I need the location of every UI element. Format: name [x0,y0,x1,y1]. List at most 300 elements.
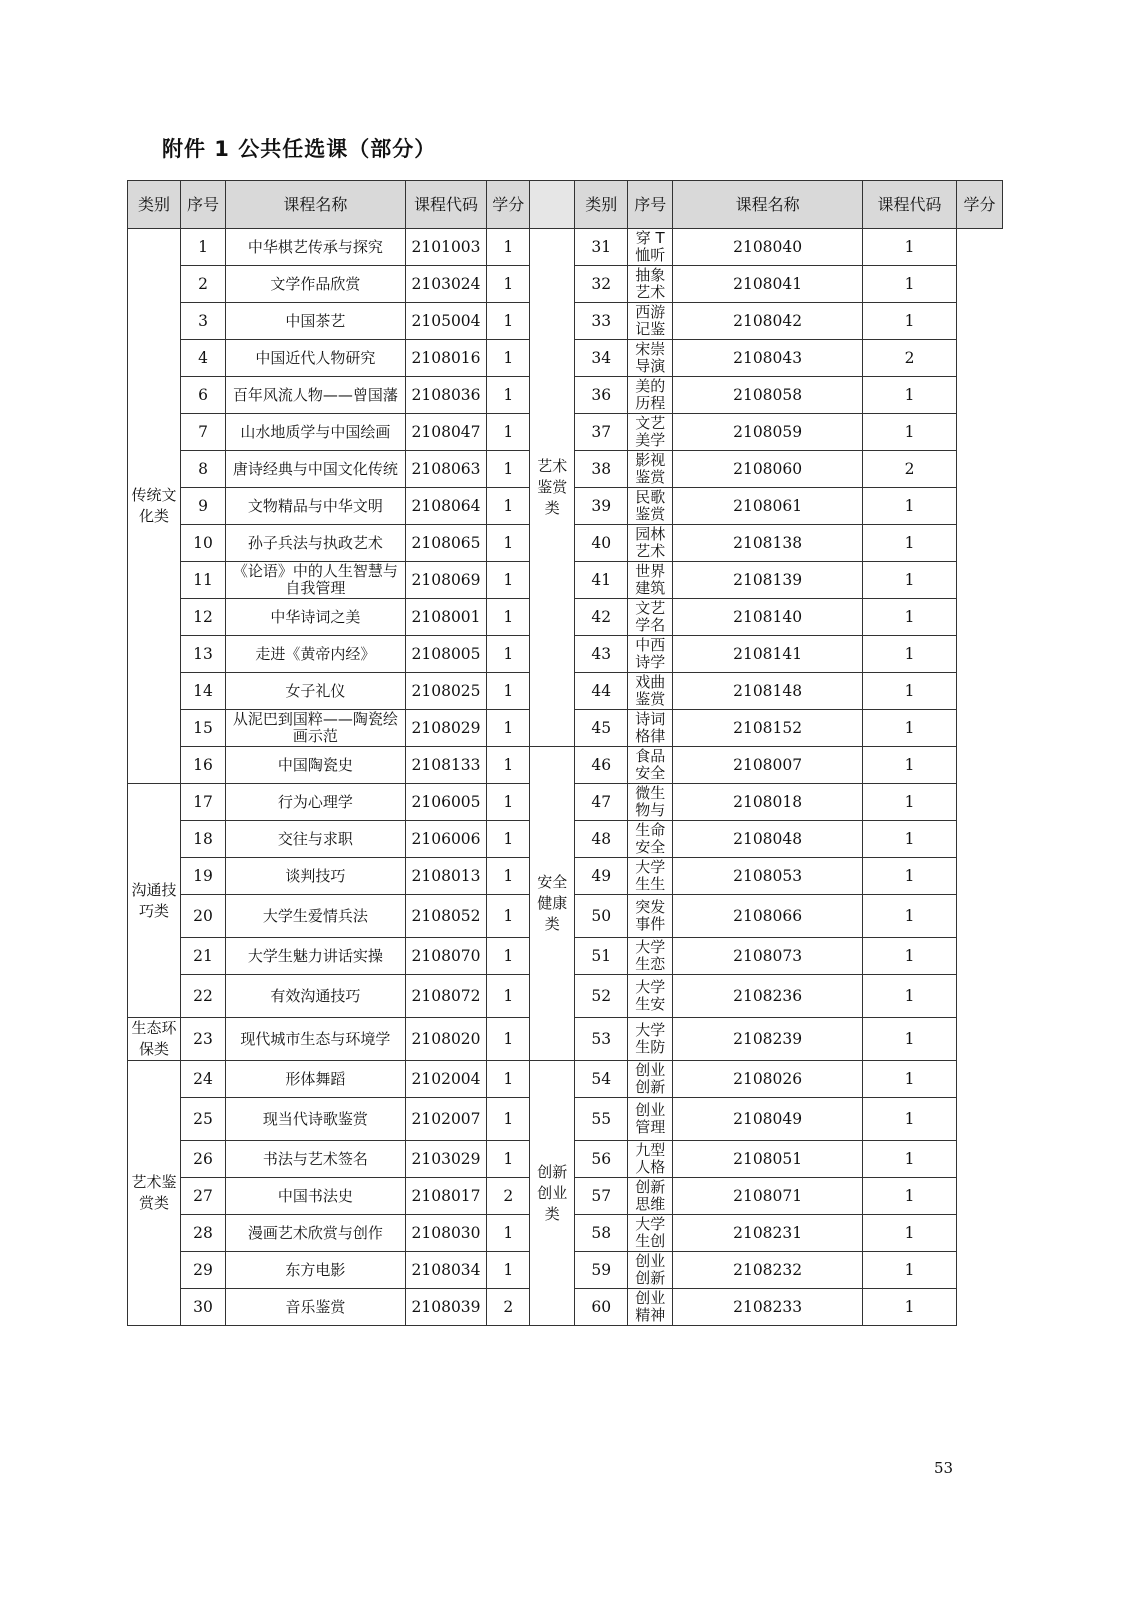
seq-cell: 32 [575,266,628,303]
seq-cell: 24 [181,1061,226,1098]
course-name: 创业精神 [635,1290,666,1324]
credit-cell: 1 [863,1018,957,1061]
course-name: 生命安全 [635,822,666,856]
seq-cell: 6 [181,377,226,414]
course-code-cell: 2108007 [673,747,863,784]
course-name: 大学生安 [635,979,666,1013]
course-name: 微生物与 [635,785,666,819]
course-code-cell: 2108053 [673,858,863,895]
credit-cell: 1 [487,1061,530,1098]
course-code-cell: 2108233 [673,1289,863,1326]
credit-cell: 1 [487,858,530,895]
credit-cell: 1 [863,562,957,599]
seq-cell: 50 [575,895,628,938]
credit-cell: 1 [487,747,530,784]
table-row [128,747,1003,784]
course-name-cell [628,340,673,377]
credit-cell: 1 [863,303,957,340]
header-name: 课程名称 [673,181,863,229]
course-name-cell [226,1141,406,1178]
course-code-cell: 2108041 [673,266,863,303]
credit-cell: 1 [863,1178,957,1215]
course-name-cell [628,451,673,488]
course-name-cell [628,975,673,1018]
credit-cell: 1 [863,1061,957,1098]
course-code-cell: 2108025 [405,673,487,710]
credit-cell: 1 [487,599,530,636]
course-code-cell: 2108059 [673,414,863,451]
seq-cell: 7 [181,414,226,451]
course-code-cell: 2108152 [673,710,863,747]
seq-cell: 60 [575,1289,628,1326]
course-name: 中华诗词之美 [270,608,361,626]
credit-cell: 2 [863,340,957,377]
course-name-cell [628,1098,673,1141]
credit-cell: 1 [487,1141,530,1178]
course-name: 九型人格 [635,1142,666,1176]
course-name-cell [226,636,406,673]
course-name: 中国书法史 [277,1187,353,1205]
header-category: 类别 [575,181,628,229]
course-code-cell: 2108070 [405,938,487,975]
course-code-cell: 2103024 [405,266,487,303]
seq-cell: 22 [181,975,226,1018]
seq-cell: 4 [181,340,226,377]
seq-cell: 59 [575,1252,628,1289]
credit-cell: 1 [863,821,957,858]
credit-cell: 1 [863,1252,957,1289]
course-name: 山水地质学与中国绘画 [240,423,391,441]
course-name-cell [628,1289,673,1326]
course-name: 中西诗学 [635,637,666,671]
seq-cell: 54 [575,1061,628,1098]
course-name: 现代城市生态与环境学 [240,1030,391,1048]
course-name-cell [226,525,406,562]
course-name-cell [226,747,406,784]
course-name: 东方电影 [285,1261,346,1279]
header-row [128,181,1003,229]
credit-cell: 1 [863,1098,957,1141]
course-code-cell: 2108030 [405,1215,487,1252]
course-name-cell [628,673,673,710]
credit-cell: 1 [863,710,957,747]
credit-cell: 1 [863,488,957,525]
seq-cell: 25 [181,1098,226,1141]
course-code-cell: 2108017 [405,1178,487,1215]
course-name-cell [226,1098,406,1141]
credit-cell: 1 [487,229,530,266]
seq-cell: 52 [575,975,628,1018]
course-name: 音乐鉴赏 [285,1298,346,1316]
category-cell: 沟通技巧类 [128,784,181,1018]
seq-cell: 48 [575,821,628,858]
credit-cell: 1 [863,414,957,451]
header-category: 类别 [128,181,181,229]
course-name: 文学作品欣赏 [270,275,361,293]
credit-cell: 1 [487,266,530,303]
course-name-cell [628,229,673,266]
credit-cell: 1 [863,938,957,975]
course-name: 中华棋艺传承与探究 [247,238,383,256]
course-name: 创业管理 [635,1102,666,1136]
credit-cell: 1 [863,858,957,895]
course-name-cell [226,1178,406,1215]
seq-cell: 16 [181,747,226,784]
header-credit: 学分 [487,181,530,229]
seq-cell: 44 [575,673,628,710]
course-code-cell: 2108069 [405,562,487,599]
course-name-cell [628,377,673,414]
seq-cell: 46 [575,747,628,784]
course-code-cell: 2108232 [673,1252,863,1289]
course-name: 走进《黄帝内经》 [255,645,376,663]
credit-cell: 2 [487,1289,530,1326]
seq-cell: 36 [575,377,628,414]
credit-cell: 1 [487,1215,530,1252]
page-number: 53 [934,1459,954,1477]
course-name: 书法与艺术签名 [262,1150,368,1168]
seq-cell: 29 [181,1252,226,1289]
course-name-cell [226,451,406,488]
course-code-cell: 2108133 [405,747,487,784]
course-name-cell [226,340,406,377]
course-code-cell: 2108061 [673,488,863,525]
header-code: 课程代码 [863,181,957,229]
course-name: 食品安全 [635,748,666,782]
course-name: 孙子兵法与执政艺术 [247,534,383,552]
seq-cell: 38 [575,451,628,488]
seq-cell: 34 [575,340,628,377]
course-name: 中国茶艺 [285,312,346,330]
credit-cell: 1 [487,303,530,340]
category-cell: 传统文化类 [128,229,181,784]
credit-cell: 1 [487,710,530,747]
course-name: 诗词格律 [635,711,666,745]
seq-cell: 11 [181,562,226,599]
course-name: 漫画艺术欣赏与创作 [247,1224,383,1242]
course-name-cell [628,562,673,599]
course-name: 唐诗经典与中国文化传统 [232,460,398,478]
course-name-cell [628,599,673,636]
course-code-cell: 2106005 [405,784,487,821]
course-code-cell: 2108066 [673,895,863,938]
category-cell: 创新创业类 [530,1061,575,1326]
seq-cell: 30 [181,1289,226,1326]
course-name-cell [628,1061,673,1098]
seq-cell: 43 [575,636,628,673]
course-name: 大学生生 [635,859,666,893]
course-code-cell: 2108040 [673,229,863,266]
course-code-cell: 2105004 [405,303,487,340]
course-code-cell: 2108048 [673,821,863,858]
course-code-cell: 2108001 [405,599,487,636]
seq-cell: 57 [575,1178,628,1215]
course-name-cell [226,895,406,938]
seq-cell: 14 [181,673,226,710]
course-name-cell [628,784,673,821]
course-name-cell [226,1252,406,1289]
credit-cell: 1 [863,599,957,636]
course-name-cell [226,1018,406,1061]
course-name-cell [226,858,406,895]
credit-cell: 2 [487,1178,530,1215]
course-code-cell: 2108020 [405,1018,487,1061]
credit-cell: 1 [863,1141,957,1178]
course-name: 有效沟通技巧 [270,987,361,1005]
course-name-cell [226,821,406,858]
course-code-cell: 2108042 [673,303,863,340]
credit-cell: 2 [863,451,957,488]
table-row [128,229,1003,266]
course-code-cell: 2108018 [673,784,863,821]
course-name: 谈判技巧 [285,867,346,885]
header-credit: 学分 [956,181,1002,229]
course-name-cell [628,858,673,895]
course-name: 交往与求职 [277,830,353,848]
course-name-cell [628,1215,673,1252]
credit-cell: 1 [487,340,530,377]
course-name-cell [226,1061,406,1098]
course-name-cell [628,1178,673,1215]
course-code-cell: 2102004 [405,1061,487,1098]
course-name-cell [628,1141,673,1178]
course-name: 大学生防 [635,1022,666,1056]
category-cell: 艺术鉴赏类 [128,1061,181,1326]
course-name-cell [226,710,406,747]
course-code-cell: 2108036 [405,377,487,414]
course-code-cell: 2108231 [673,1215,863,1252]
seq-cell: 55 [575,1098,628,1141]
course-name: 《论语》中的人生智慧与自我管理 [232,563,398,597]
course-name-cell [628,938,673,975]
course-name: 从泥巴到国粹——陶瓷绘画示范 [232,711,398,745]
course-name-cell [628,525,673,562]
course-name: 戏曲鉴赏 [635,674,666,708]
course-table [127,180,1003,1326]
seq-cell: 37 [575,414,628,451]
credit-cell: 1 [863,229,957,266]
header-seq: 序号 [628,181,673,229]
course-name: 文艺美学 [635,415,666,449]
credit-cell: 1 [863,266,957,303]
credit-cell: 1 [863,975,957,1018]
course-code-cell: 2108140 [673,599,863,636]
category-cell: 艺术鉴赏类 [530,229,575,747]
seq-cell: 15 [181,710,226,747]
seq-cell: 8 [181,451,226,488]
course-name: 行为心理学 [277,793,353,811]
seq-cell: 21 [181,938,226,975]
course-code-cell: 2108072 [405,975,487,1018]
seq-cell: 53 [575,1018,628,1061]
seq-cell: 45 [575,710,628,747]
credit-cell: 1 [487,1018,530,1061]
seq-cell: 26 [181,1141,226,1178]
credit-cell: 1 [863,377,957,414]
credit-cell: 1 [487,377,530,414]
course-name-cell [226,229,406,266]
course-name: 中国陶瓷史 [277,756,353,774]
course-name-cell [226,1215,406,1252]
seq-cell: 9 [181,488,226,525]
course-code-cell: 2108034 [405,1252,487,1289]
course-name: 女子礼仪 [285,682,346,700]
course-code-cell: 2108063 [405,451,487,488]
course-name: 世界建筑 [635,563,666,597]
course-name-cell [226,673,406,710]
course-name: 民歌鉴赏 [635,489,666,523]
course-name: 大学生创 [635,1216,666,1250]
seq-cell: 49 [575,858,628,895]
seq-cell: 56 [575,1141,628,1178]
course-name-cell [628,266,673,303]
credit-cell: 1 [487,821,530,858]
course-name-cell [628,303,673,340]
course-name-cell [226,938,406,975]
page-title: 附件 1 公共任选课（部分） [162,137,437,161]
credit-cell: 1 [863,525,957,562]
seq-cell: 2 [181,266,226,303]
credit-cell: 1 [487,414,530,451]
seq-cell: 23 [181,1018,226,1061]
course-code-cell: 2108051 [673,1141,863,1178]
course-name-cell [226,562,406,599]
course-name-cell [628,821,673,858]
course-code-cell: 2102007 [405,1098,487,1141]
course-code-cell: 2106006 [405,821,487,858]
course-code-cell: 2108065 [405,525,487,562]
category-cell: 生态环保类 [128,1018,181,1061]
credit-cell: 1 [487,1252,530,1289]
seq-cell: 33 [575,303,628,340]
credit-cell: 1 [487,525,530,562]
column-gap [530,181,575,229]
credit-cell: 1 [863,673,957,710]
course-name: 大学生魅力讲话实操 [247,947,383,965]
course-code-cell: 2101003 [405,229,487,266]
course-name: 创业创新 [635,1062,666,1096]
course-code-cell: 2108060 [673,451,863,488]
table-row [128,1061,1003,1098]
seq-cell: 20 [181,895,226,938]
course-code-cell: 2108052 [405,895,487,938]
course-name: 西游记鉴 [635,304,666,338]
course-code-cell: 2108139 [673,562,863,599]
course-code-cell: 2108047 [405,414,487,451]
credit-cell: 1 [487,451,530,488]
course-name-cell [628,488,673,525]
seq-cell: 28 [181,1215,226,1252]
seq-cell: 58 [575,1215,628,1252]
category-cell: 安全健康类 [530,747,575,1061]
course-code-cell: 2108043 [673,340,863,377]
course-name: 形体舞蹈 [285,1070,346,1088]
seq-cell: 10 [181,525,226,562]
credit-cell: 1 [487,784,530,821]
header-code: 课程代码 [405,181,487,229]
header-name: 课程名称 [226,181,406,229]
credit-cell: 1 [863,1215,957,1252]
course-code-cell: 2108064 [405,488,487,525]
credit-cell: 1 [863,784,957,821]
course-code-cell: 2108005 [405,636,487,673]
seq-cell: 42 [575,599,628,636]
course-name-cell [226,975,406,1018]
course-name: 创新思维 [635,1179,666,1213]
course-name-cell [226,1289,406,1326]
course-name-cell [628,747,673,784]
course-name: 美的历程 [635,378,666,412]
seq-cell: 41 [575,562,628,599]
course-name-cell [628,636,673,673]
course-code-cell: 2103029 [405,1141,487,1178]
credit-cell: 1 [487,975,530,1018]
course-name-cell [226,303,406,340]
seq-cell: 12 [181,599,226,636]
seq-cell: 47 [575,784,628,821]
course-name: 影视鉴赏 [635,452,666,486]
course-name-cell [628,414,673,451]
seq-cell: 18 [181,821,226,858]
seq-cell: 40 [575,525,628,562]
course-code-cell: 2108013 [405,858,487,895]
course-name: 百年风流人物——曾国藩 [232,386,398,404]
course-name-cell [226,784,406,821]
course-name-cell [226,488,406,525]
course-name: 穿 T 恤听 [635,230,666,264]
course-code-cell: 2108026 [673,1061,863,1098]
course-name-cell [226,599,406,636]
course-name-cell [226,414,406,451]
course-code-cell: 2108029 [405,710,487,747]
course-name-cell [226,266,406,303]
course-code-cell: 2108058 [673,377,863,414]
course-code-cell: 2108071 [673,1178,863,1215]
course-name: 文物精品与中华文明 [247,497,383,515]
course-code-cell: 2108049 [673,1098,863,1141]
credit-cell: 1 [863,747,957,784]
course-code-cell: 2108138 [673,525,863,562]
course-name: 突发事件 [635,899,666,933]
seq-cell: 13 [181,636,226,673]
course-name-cell [628,710,673,747]
seq-cell: 3 [181,303,226,340]
course-name: 中国近代人物研究 [255,349,376,367]
header-seq: 序号 [181,181,226,229]
course-name: 抽象艺术 [635,267,666,301]
seq-cell: 51 [575,938,628,975]
seq-cell: 1 [181,229,226,266]
course-name: 文艺学名 [635,600,666,634]
credit-cell: 1 [863,636,957,673]
course-code-cell: 2108039 [405,1289,487,1326]
credit-cell: 1 [487,673,530,710]
seq-cell: 39 [575,488,628,525]
course-name: 园林艺术 [635,526,666,560]
course-code-cell: 2108239 [673,1018,863,1061]
course-name-cell [628,1018,673,1061]
credit-cell: 1 [487,938,530,975]
course-name-cell [628,895,673,938]
course-name-cell [628,1252,673,1289]
course-code-cell: 2108141 [673,636,863,673]
seq-cell: 17 [181,784,226,821]
credit-cell: 1 [863,1289,957,1326]
course-code-cell: 2108073 [673,938,863,975]
course-name: 创业创新 [635,1253,666,1287]
seq-cell: 19 [181,858,226,895]
course-name: 现当代诗歌鉴赏 [262,1110,368,1128]
